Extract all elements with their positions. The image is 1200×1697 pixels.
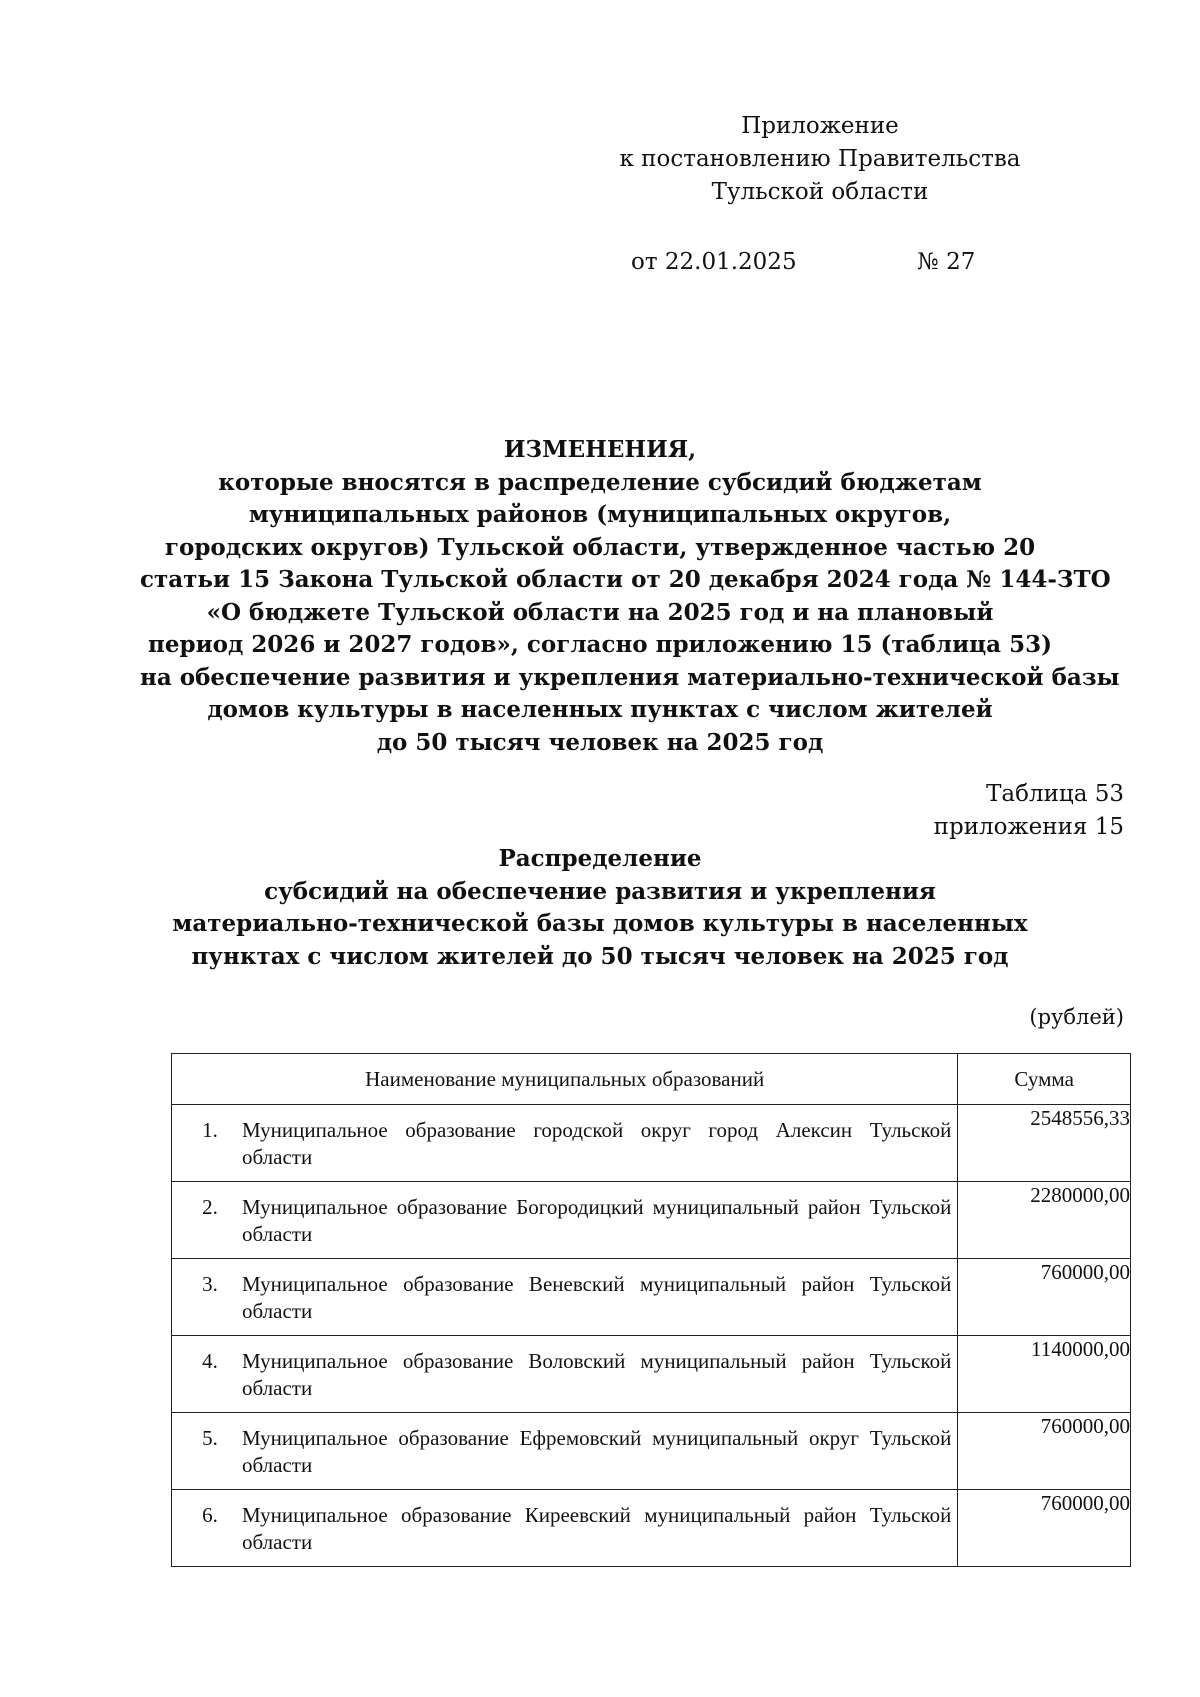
resolution-date: от 22.01.2025: [631, 249, 797, 275]
distribution-title-line: субсидий на обеспечение развития и укрепления: [264, 877, 936, 905]
row-content: [172, 1490, 957, 1556]
table-reference: [934, 778, 1124, 844]
table-row: [172, 1490, 1131, 1567]
heading-line: которые вносятся в распределение субсидий бюджетам: [218, 468, 982, 496]
appendix-line-3: Тульской области: [711, 179, 929, 205]
table-row: [172, 1259, 1131, 1336]
amount-cell: 760000,00: [958, 1259, 1131, 1336]
distribution-title-line: Распределение: [498, 845, 702, 872]
heading-line: до 50 тысяч человек на 2025 год: [376, 728, 824, 756]
municipality-cell: [172, 1105, 958, 1182]
appendix-block: [560, 110, 1080, 209]
row-content: [172, 1105, 957, 1171]
distribution-title-line: материально-технической базы домов культуры в населенных: [172, 910, 1028, 937]
resolution-number: № 27: [917, 249, 976, 275]
table-header-row: [172, 1054, 1131, 1105]
table-row: [172, 1182, 1131, 1259]
heading-line: статьи 15 Закона Тульской области от 20 декабря 2024 года № 144-ЗТО: [140, 566, 1111, 593]
municipality-name: Муниципальное образование городской округ город Алексин Тульской области: [242, 1118, 952, 1169]
row-content: [172, 1182, 957, 1248]
amount-cell: 2548556,33: [958, 1105, 1131, 1182]
row-content: [172, 1413, 957, 1479]
table-row: [172, 1336, 1131, 1413]
amount-cell: 1140000,00: [958, 1336, 1131, 1413]
municipality-cell: [172, 1182, 958, 1259]
amount-cell: 2280000,00: [958, 1182, 1131, 1259]
municipality-name: Муниципальное образование Ефремовский муниципальный округ Тульской области: [242, 1426, 952, 1477]
municipality-cell: [172, 1259, 958, 1336]
table-row: [172, 1413, 1131, 1490]
heading-line: муниципальных районов (муниципальных округов,: [248, 501, 952, 528]
appendix-number: приложения 15: [933, 814, 1124, 840]
heading-line: на обеспечение развития и укрепления материально-технической базы: [140, 663, 1120, 691]
row-number: 4.: [202, 1349, 218, 1373]
amount-cell: 760000,00: [958, 1490, 1131, 1567]
appendix-line-2: к постановлению Правительства: [619, 146, 1021, 172]
distribution-table: [171, 1053, 1131, 1567]
table-number: Таблица 53: [986, 781, 1124, 807]
table-row: [172, 1105, 1131, 1182]
heading-line: «О бюджете Тульской области на 2025 год и на плановый: [206, 598, 994, 626]
municipality-name: Муниципальное образование Воловский муниципальный район Тульской области: [242, 1349, 952, 1400]
row-number: 3.: [202, 1272, 218, 1296]
row-content: [172, 1336, 957, 1402]
heading-line: городских округов) Тульской области, утвержденное частью 20: [164, 533, 1036, 561]
municipality-cell: [172, 1336, 958, 1413]
municipality-cell: [172, 1490, 958, 1567]
row-number: 1.: [202, 1118, 218, 1142]
row-content: [172, 1259, 957, 1325]
row-number: 6.: [202, 1503, 218, 1527]
heading-line: домов культуры в населенных пунктах с числом жителей: [207, 696, 993, 723]
distribution-title-line: пунктах с числом жителей до 50 тысяч человек на 2025 год: [191, 942, 1009, 970]
header-name: Наименование муниципальных образований: [172, 1054, 958, 1105]
header-sum: Сумма: [958, 1054, 1131, 1105]
amount-cell: 760000,00: [958, 1413, 1131, 1490]
resolution-date-line: [0, 245, 1200, 279]
row-number: 5.: [202, 1426, 218, 1450]
municipality-name: Муниципальное образование Киреевский муниципальный район Тульской области: [242, 1503, 952, 1554]
changes-heading: [140, 434, 1120, 759]
units-label: (рублей): [1029, 1005, 1124, 1029]
distribution-title: [140, 843, 1060, 973]
heading-line: период 2026 и 2027 годов», согласно приложению 15 (таблица 53): [148, 631, 1052, 658]
heading-line: ИЗМЕНЕНИЯ,: [503, 436, 697, 463]
municipality-cell: [172, 1413, 958, 1490]
appendix-line-1: Приложение: [741, 113, 899, 139]
row-number: 2.: [202, 1195, 218, 1219]
municipality-name: Муниципальное образование Богородицкий муниципальный район Тульской области: [242, 1195, 952, 1246]
municipality-name: Муниципальное образование Веневский муниципальный район Тульской области: [242, 1272, 952, 1323]
